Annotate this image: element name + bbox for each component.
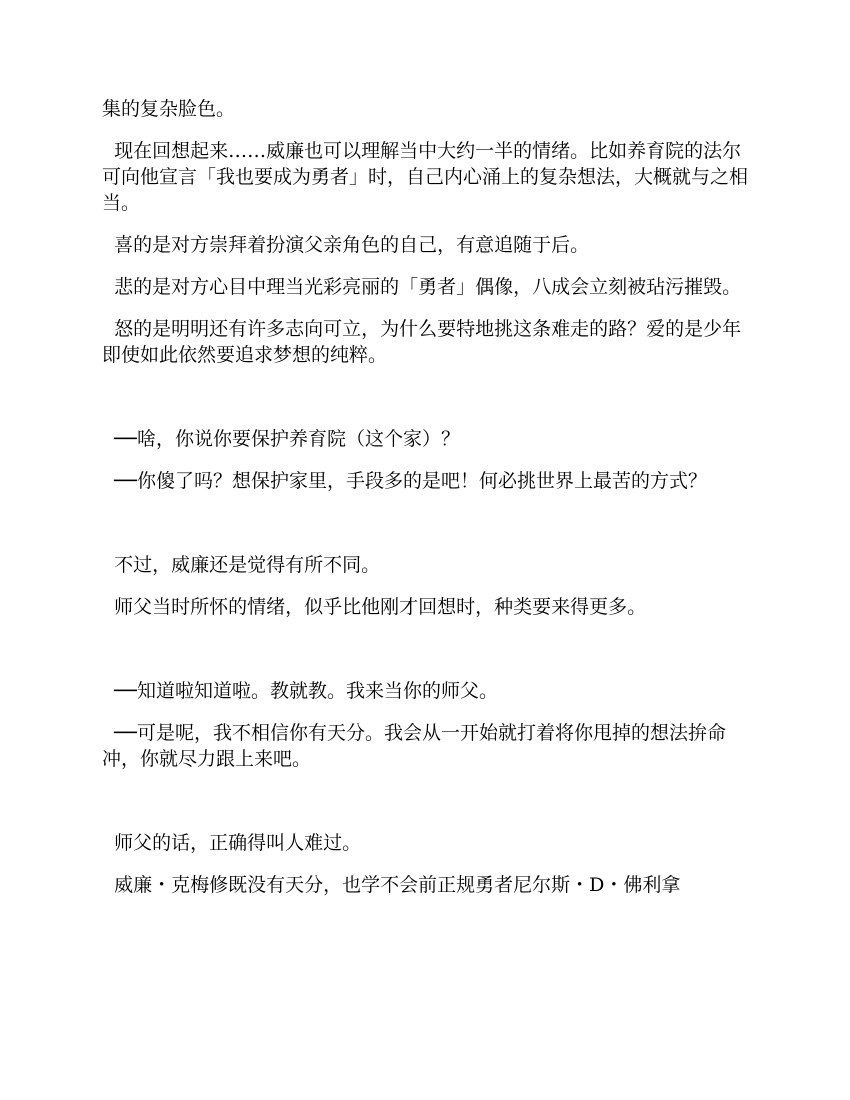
paragraph-2: 现在回想起来……威廉也可以理解当中大约一半的情绪。比如养育院的法尔可向他宣言「我也要成为勇者」时，自己内心涌上的复杂想法，大概就与之相当。 — [102, 140, 749, 214]
paragraph-3: 喜的是对方崇拜着扮演父亲角色的自己，有意追随于后。 — [102, 234, 590, 256]
paragraph-gap — [102, 452, 748, 468]
paragraph-gap — [102, 578, 748, 594]
paragraph-13: 威廉・克梅修既没有天分，也学不会前正规勇者尼尔斯・D・佛利拿 — [102, 874, 681, 896]
paragraph-12: 师父的话，正确得叫人难过。 — [102, 832, 362, 854]
paragraph-9: 师父当时所怀的情绪，似乎比他刚才回想时，种类要来得更多。 — [102, 596, 647, 618]
section-gap — [102, 368, 748, 426]
paragraph-6: ──啥，你说你要保护养育院（这个家）？ — [102, 428, 460, 450]
section-gap — [102, 494, 748, 552]
paragraph-4: 悲的是对方心目中理当光彩亮丽的「勇者」偶像，八成会立刻被玷污摧毁。 — [102, 276, 742, 298]
paragraph-gap — [102, 258, 748, 274]
paragraph-8: 不过，威廉还是觉得有所不同。 — [102, 554, 381, 576]
body-text — [102, 96, 748, 898]
paragraph-1: 集的复杂脸色。 — [102, 98, 236, 120]
paragraph-7: ──你傻了吗？想保护家里，手段多的是吧！何必挑世界上最苦的方式？ — [102, 470, 707, 492]
paragraph-10: ──知道啦知道啦。教就教。我来当你的师父。 — [102, 680, 498, 702]
paragraph-gap — [102, 300, 748, 316]
paragraph-5: 怒的是明明还有许多志向可立，为什么要特地挑这条难走的路？爱的是少年即使如此依然要追求梦想的纯粹。 — [102, 318, 742, 366]
paragraph-11: ──可是呢，我不相信你有天分。我会从一开始就打着将你甩掉的想法拚命冲，你就尽力跟上来吧。 — [102, 722, 726, 770]
paragraph-gap — [102, 856, 748, 872]
paragraph-gap — [102, 122, 748, 138]
paragraph-gap — [102, 704, 748, 720]
section-gap — [102, 620, 748, 678]
section-gap — [102, 772, 748, 830]
paragraph-gap — [102, 216, 748, 232]
